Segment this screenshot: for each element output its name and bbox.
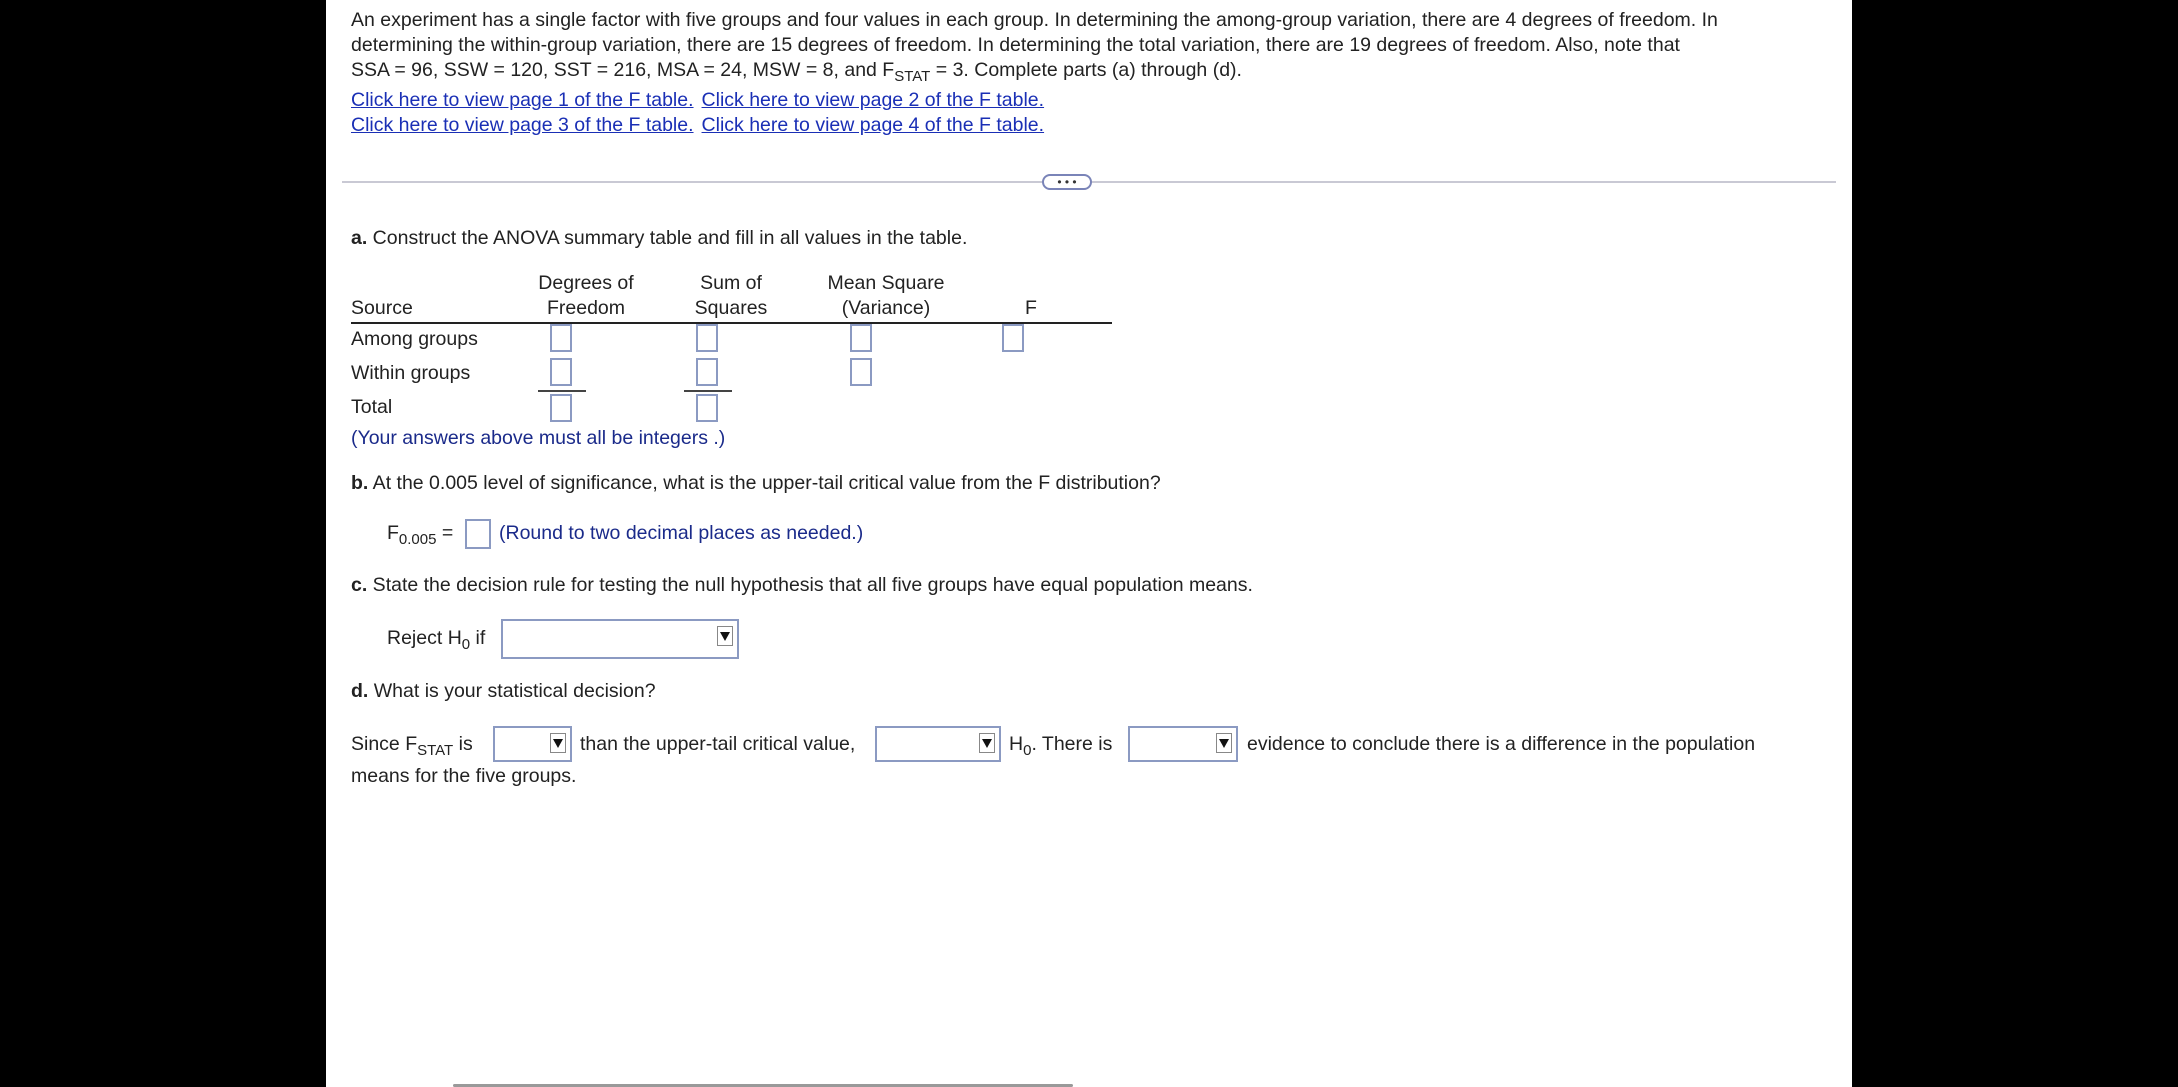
problem-line-1: An experiment has a single factor with five groups and four values in each group. In determining the among-group variation, there are 4 degrees of freedom. In — [351, 9, 1718, 31]
part-c-text: State the decision rule for testing the null hypothesis that all five groups have equal population means. — [367, 574, 1253, 596]
comparison-dropdown[interactable] — [493, 726, 572, 762]
f-critical-subscript: 0.005 — [398, 531, 437, 548]
f-table-page-2-link[interactable]: Click here to view page 2 of the F table. — [701, 89, 1045, 111]
integer-note: (Your answers above must all be integers .) — [351, 427, 726, 449]
part-b-text: At the 0.005 level of significance, what is the upper-tail critical value from the F distribution? — [368, 472, 1161, 494]
f-table-page-4-link[interactable]: Click here to view page 4 of the F table. — [701, 114, 1045, 136]
table-header-rule — [351, 322, 1112, 324]
f-critical-input[interactable] — [465, 519, 491, 549]
equals-sign: = — [436, 522, 454, 544]
row-total: Total — [351, 396, 393, 418]
header-df-line2: Freedom — [546, 297, 626, 319]
problem-line-3a: SSA = 96, SSW = 120, SST = 216, MSA = 24, MSW = 8, and F — [351, 59, 895, 81]
f-table-page-3-link[interactable]: Click here to view page 3 of the F table. — [351, 114, 694, 136]
part-a-text: Construct the ANOVA summary table and fill in all values in the table. — [367, 227, 968, 249]
reject-rule-dropdown[interactable] — [501, 619, 739, 659]
chevron-down-icon — [1216, 733, 1232, 753]
part-d-prompt — [351, 679, 656, 704]
reject-text: Reject H — [387, 627, 462, 649]
header-degrees-of-freedom — [511, 271, 661, 321]
header-ss-line2: Squares — [694, 297, 768, 319]
within-ss-input[interactable] — [696, 358, 718, 386]
within-df-input[interactable] — [550, 358, 572, 386]
header-mean-square — [786, 271, 986, 321]
chevron-down-icon — [550, 733, 566, 753]
decision-dropdown[interactable] — [875, 726, 1001, 762]
part-a-label: a. — [351, 227, 368, 249]
header-source: Source — [351, 297, 413, 319]
fstat-subscript: STAT — [894, 68, 931, 85]
row-within-groups: Within groups — [351, 362, 471, 384]
header-ss-line1: Sum of — [700, 272, 762, 294]
stat-subscript: STAT — [417, 742, 454, 759]
among-ms-input[interactable] — [850, 324, 872, 352]
row-among-groups: Among groups — [351, 328, 478, 350]
problem-line-3b: = 3. Complete parts (a) through (d). — [930, 59, 1242, 81]
among-f-input[interactable] — [1002, 324, 1024, 352]
part-c-prompt — [351, 573, 1253, 598]
there-is-text: . There is — [1031, 733, 1113, 755]
means-text: means for the five groups. — [351, 765, 577, 787]
among-ss-input[interactable] — [696, 324, 718, 352]
f-critical-label — [387, 521, 453, 546]
evidence-dropdown[interactable] — [1128, 726, 1238, 762]
total-ss-input[interactable] — [696, 394, 718, 422]
f-table-page-1-link[interactable]: Click here to view page 1 of the F table. — [351, 89, 694, 111]
since-text: Since F — [351, 733, 418, 755]
h-letter: H — [1009, 733, 1024, 755]
part-a-prompt — [351, 226, 967, 251]
more-options-button[interactable]: • • • — [1042, 174, 1092, 190]
header-sum-of-squares — [661, 271, 801, 321]
part-d-text: What is your statistical decision? — [368, 680, 656, 702]
part-c-label: c. — [351, 574, 368, 596]
evidence-text: evidence to conclude there is a difference in the population — [1247, 733, 1756, 755]
chevron-down-icon — [979, 733, 995, 753]
problem-statement — [351, 8, 1791, 83]
f-letter: F — [387, 522, 399, 544]
header-ms-line1: Mean Square — [827, 272, 945, 294]
chevron-down-icon — [717, 626, 733, 646]
problem-line-2: determining the within-group variation, there are 15 degrees of freedom. In determining the total variation, there are 19 degrees of freedom. Also, note that — [351, 34, 1680, 56]
rounding-note: (Round to two decimal places as needed.) — [499, 522, 864, 544]
part-b-label: b. — [351, 472, 369, 494]
part-d-label: d. — [351, 680, 369, 702]
h0-subscript: 0 — [461, 636, 471, 653]
ss-sum-line — [684, 390, 732, 392]
since-fstat-label — [351, 732, 473, 757]
than-critical-text: than the upper-tail critical value, — [580, 733, 856, 755]
header-df-line1: Degrees of — [538, 272, 634, 294]
df-sum-line — [538, 390, 586, 392]
total-df-input[interactable] — [550, 394, 572, 422]
is-text: is — [453, 733, 473, 755]
among-df-input[interactable] — [550, 324, 572, 352]
within-ms-input[interactable] — [850, 358, 872, 386]
part-b-prompt — [351, 471, 1161, 496]
header-ms-line2: (Variance) — [841, 297, 931, 319]
h0-sub: 0 — [1023, 742, 1032, 759]
reject-rule-label — [387, 626, 485, 651]
if-text: if — [470, 627, 486, 649]
header-f: F — [1025, 297, 1037, 319]
f-table-links — [351, 88, 1052, 138]
question-panel — [326, 0, 1852, 1087]
h0-there-is-text — [1009, 732, 1112, 757]
